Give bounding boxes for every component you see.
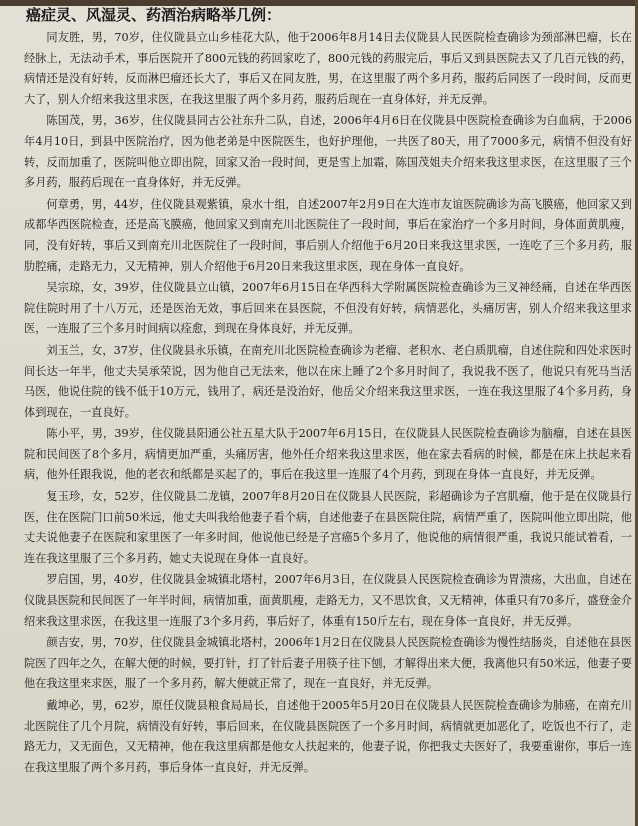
paragraph-fu-yuzhen: 复玉珍，女，52岁，住仪陇县二龙镇，2007年8月20日在仪陇县人民医院，彩超确诊为子宫肌瘤，他于是在仪陇县行医，住在医院门口前50米远，他丈夫叫我给他妻子看个病，自述他妻子在县医院住院，病情严重了，医院叫他立即出院，他丈夫说他妻子在医院和家里医了一年多时间，他说他已经是子宫癌5个多月了，他说他的病情很严重，我说只能试着看，一连在我这里服了三个多月药，她丈夫说现在身体一直良好。 <box>24 490 632 565</box>
photo-top-edge <box>0 0 638 6</box>
paragraph-tong-yousheng: 同友胜，男，70岁，住仪陇县立山乡桂花大队，他于2006年8月14日去仪陇县人民医院检查确诊为颈部淋巴瘤，长在经脉上，无法动手术，事后医院开了800元钱的药回家吃了，800元钱的药服完后，事后又到县医院去又了几百元钱的药，病情还是没有好转，反而淋巴瘤还长大了，事后又在同友胜，男，在这里服了两个多月药，服药后同医了一段时间，反而更大了，别人介绍来我这里求医，在我这里服了两个多月药，服药后现在一直身体好，并无反弹。 <box>24 31 632 106</box>
paragraph-wu-zongqiong: 吴宗琼，女，39岁，住仪陇县立山镇，2007年6月15日在华西科大学附属医院检查确诊为三叉神经痛，自述在华西医院住院时用了十八万元，还是医治无效，事后回来在县医院，不但没有好转，病情恶化，头痛厉害，别人介绍来我这里求医，一连服了三个多月时间病以痊愈，到现在身体良好，并无反弹。 <box>24 281 632 336</box>
document-title: 癌症灵、风湿灵、药酒治病略举几例： <box>26 6 282 24</box>
paragraph-chen-guomao: 陈国茂，男，36岁，住仪陇县同古公社东升二队，自述，2006年4月6日在仪陇县中医院检查确诊为白血病，于2006年4月10日，到县中医院治疗，因为他老弟是中医院医生，也好护理他，一共医了80天，用了7000多元，病情不但没有好转，反而加重了，医院叫他立即出院，回家又治一段时间，更是雪上加霜，陈国茂姐夫介绍来我这里求医，在这里服了三个多月药，服药后现在一直身体好，并无反弹。 <box>24 114 632 190</box>
paragraph-dai-kunbi: 戴坤必，男，62岁，原任仪陇县粮食局局长，自述他于2005年5月20日在仪陇县人民医院检查确诊为肺癌，在南充川北医院住了几个月院，病情没有好转，事后回来，在仪陇县医院医了一个多月时间，病情就更加恶化了，吃饭也不行了，走路无力，又无面色，又无精神，他在我这里病都是他女人扶起来的，他妻子说，你把我丈夫医好了，我要重谢你，事后一连在我这里服了两个多月药，事后身体一直良好，并无反弹。 <box>24 699 632 774</box>
paragraph-chen-xiaoping: 陈小平，男，39岁，住仪陇县阳通公社五星大队于2007年6月15日，在仪陇县人民医院检查确诊为脑瘤，自述在县医院和民间医了8个多月，病情更加严重，头痛厉害，他外任介绍来我这里求医，他在家去看病的时候，都是在床上扶起来看病，他外任跟我说，他的老衣和纸都是买起了的，事后在我这里一连服了4个月药，到现在身体一直良好，并无反弹。 <box>24 427 632 482</box>
document-body <box>24 28 632 778</box>
paragraph-liu-yulan: 刘玉兰，女，37岁，住仪陇县永乐镇，在南充川北医院检查确诊为老瘤、老积水、老白质肌瘤，自述住院和四处求医时间长达一年半，他丈夫吴承荣说，因为他自己无法来，他以在床上睡了2个多月时间了，我说我不医了，他说只有死马当活马医，他说住院的钱不低于10万元，钱用了，病还是没治好，他岳父介绍来我这里求医，一连在我这里服了4个多月药，身体到现在，一直良好。 <box>24 343 632 419</box>
paragraph-yan-jian: 颜吉安，男，70岁，住仪陇县金城镇北塔村，2006年1月2日在仪陇县人民医院检查确诊为慢性结肠炎，自述他在县医院医了四年之久，在解大便的时候，要打针，打了针后妻子用筷子往下刨，才解得出来大便，我离他只有50米远，他妻子要他在我这里来求医，服了一个多月药，解大便就正常了，现在一直良好，并无反弹。 <box>24 636 632 691</box>
paragraph-he-zhangyong: 何章勇，男，44岁，住仪陇县观紫镇，泉水十组，自述2007年2月9日在大连市友谊医院确诊为高飞膜癌，他回家又到成都华西医院检查，还是高飞膜癌，他回家又到南充川北医院住了一段时间，事后在家治疗一个多月时间，身体面黄肌瘦，同，没有好转，事后又到南充川北医院住了一段时间，事后别人介绍他于6月20日来我这里求医，一连吃了三个多月药，服肋腔痛，走路无力，又无精神，别人介绍他于6月20日来我这里求医，现在身体一直良好。 <box>24 197 632 273</box>
paragraph-luo-qiguo: 罗启国，男，40岁，住仪陇县金城镇北塔村，2007年6月3日，在仪陇县人民医院检查确诊为胃溃疡，大出血，自述在仪陇县医院和民间医了一年半时间，病情加重，面黄肌瘦，走路无力，又不思饮食，又无精神，体重只有70多斤，盛登金介绍来我这里求医，在我这里一连服了3个多月药，事后好了，体重有150斤左右，现在身体一直良好，并无反弹。 <box>24 573 632 628</box>
